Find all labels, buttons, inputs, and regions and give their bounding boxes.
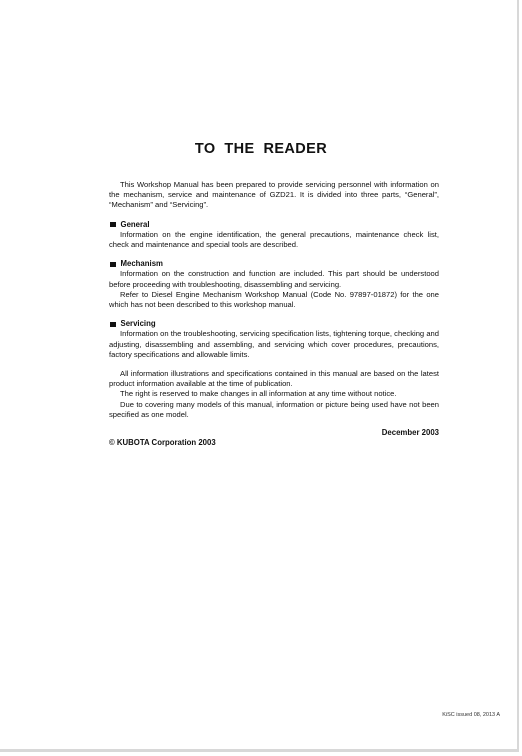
section-paragraph: Information on the construction and function are included. This part should be understood before proceeding with troubleshooting, disassembling and servicing. xyxy=(109,269,439,289)
section-mechanism xyxy=(109,259,439,310)
section-title: Servicing xyxy=(120,319,156,329)
intro-paragraph: This Workshop Manual has been prepared to provide servicing personnel with information on the mechanism, service and maintenance of GZD21. It is divided into three parts, “General”, “Mechanism” and “Servicing”. xyxy=(109,180,439,210)
section-paragraph: Refer to Diesel Engine Mechanism Workshop Manual (Code No. 97897-01872) for the one which has not been described to this workshop manual. xyxy=(109,289,439,310)
section-paragraph: Information on the engine identification, the general precautions, maintenance check list, check and maintenance and special tools are described. xyxy=(109,229,439,250)
document-body xyxy=(109,180,439,448)
section-general xyxy=(109,220,439,251)
page-title: TO THE READER xyxy=(194,141,328,157)
section-servicing xyxy=(109,319,439,360)
note-paragraph: Due to covering many models of this manual, information or picture being used have not been specified as one model. xyxy=(109,399,439,419)
section-paragraph: Information on the troubleshooting, servicing specification lists, tightening torque, checking and adjusting, disassembling and assembling, and servicing which cover procedures, precautions, factory specifications and allowable limits. xyxy=(109,329,439,359)
section-heading-mechanism xyxy=(109,259,439,269)
note-paragraph: The right is reserved to make changes in all information at any time without notice. xyxy=(120,389,397,399)
section-heading-general xyxy=(109,220,439,230)
note-paragraph: All information illustrations and specifications contained in this manual are based on the latest product information available at the time of publication. xyxy=(109,369,439,389)
section-heading-servicing xyxy=(109,319,439,329)
bullet-square-icon xyxy=(110,262,116,268)
copyright-notice: © KUBOTA Corporation 2003 xyxy=(109,438,216,448)
section-title: General xyxy=(120,219,150,229)
footer-issue-code: KiSC issued 08, 2013 A xyxy=(442,712,500,718)
bullet-square-icon xyxy=(110,322,116,328)
bullet-square-icon xyxy=(110,222,116,228)
issue-date: December 2003 xyxy=(381,428,439,438)
section-title: Mechanism xyxy=(120,259,163,269)
notes-block xyxy=(109,369,439,420)
